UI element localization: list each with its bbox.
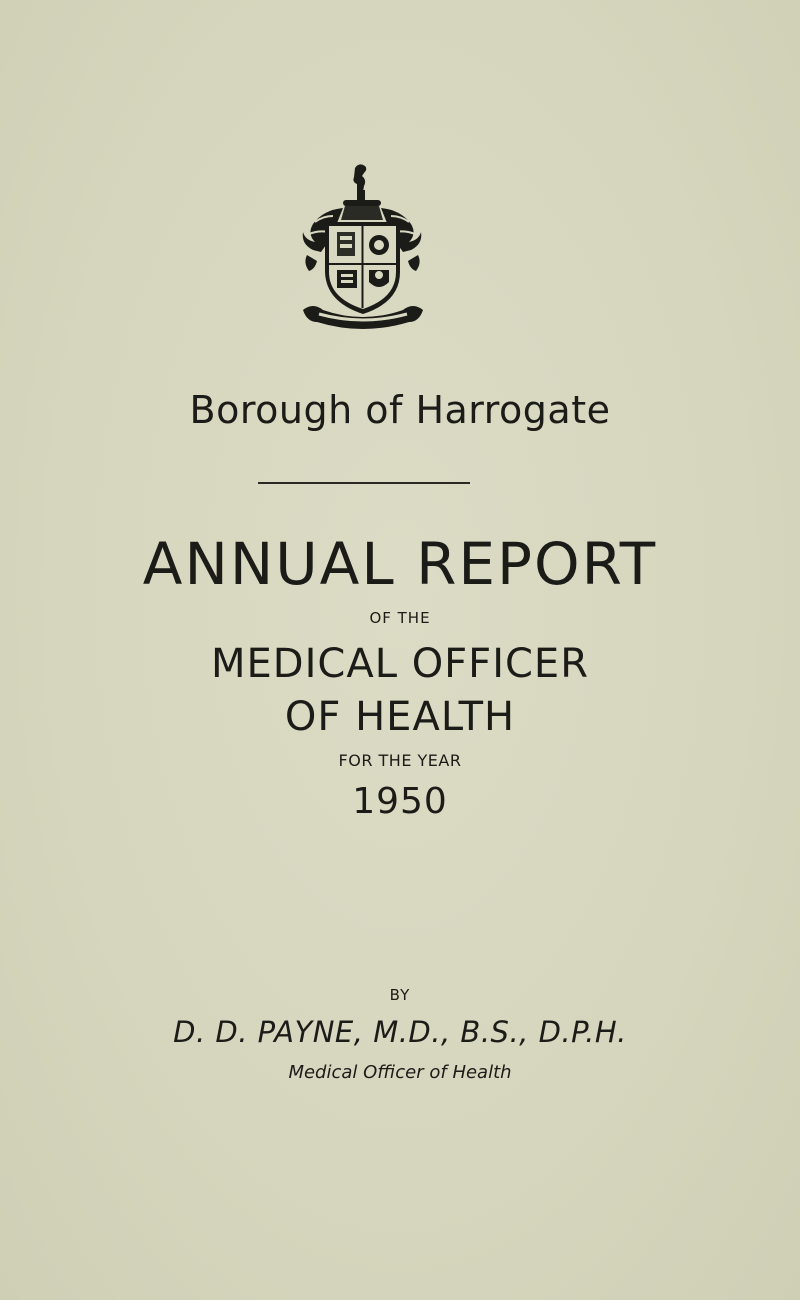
health-title: OF HEALTH	[284, 694, 516, 740]
title-divider	[258, 482, 470, 484]
officer-title: MEDICAL OFFICER	[211, 641, 589, 687]
borough-name: Borough of Harrogate	[189, 388, 611, 432]
by-label: BY	[389, 986, 411, 1004]
of-the-label: OF THE	[369, 609, 431, 627]
coat-of-arms-icon	[295, 160, 430, 335]
for-the-year-label: FOR THE YEAR	[338, 751, 462, 770]
report-year: 1950	[352, 781, 448, 822]
report-title: ANNUAL REPORT	[142, 530, 658, 598]
author-name: D. D. PAYNE, M.D., B.S., D.P.H.	[173, 1015, 627, 1049]
author-role: Medical Officer of Health	[288, 1062, 512, 1083]
